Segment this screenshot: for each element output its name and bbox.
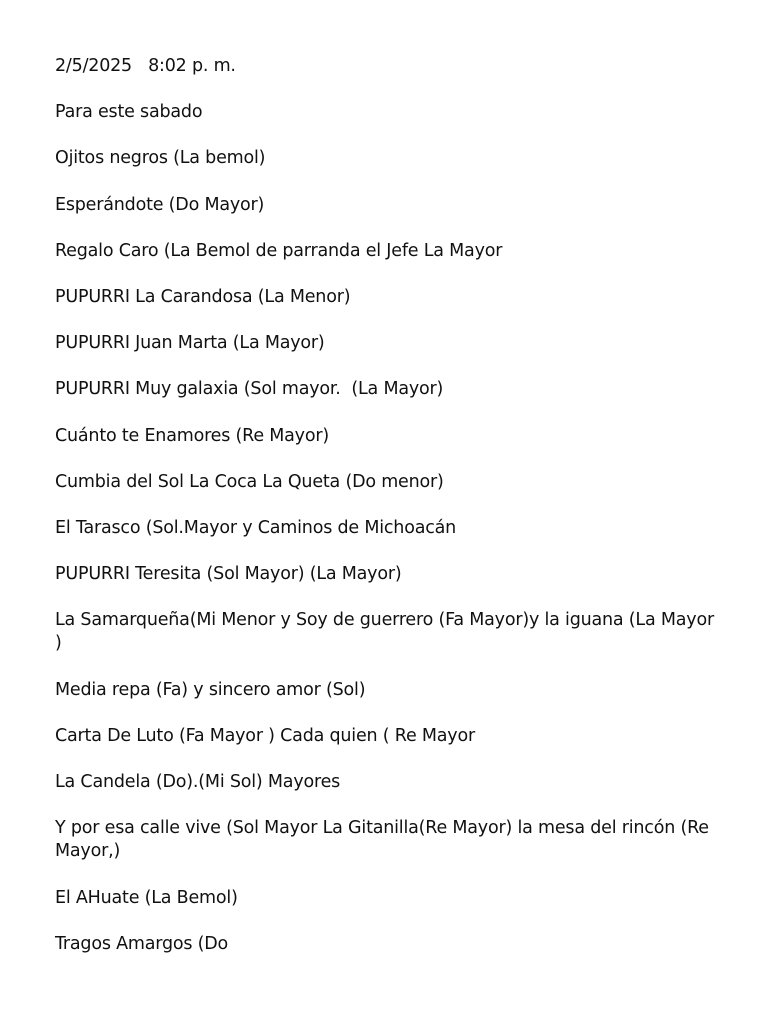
song-line: PUPURRI Muy galaxia (Sol mayor. (La Mayor) xyxy=(55,379,444,399)
song-line: La Samarqueña(Mi Menor y Soy de guerrero (Fa Mayor)y la iguana (La Mayor ) xyxy=(55,610,720,653)
song-line: PUPURRI Juan Marta (La Mayor) xyxy=(55,333,325,353)
song-line: Y por esa calle vive (Sol Mayor La Gitanilla(Re Mayor) la mesa del rincón (Re Mayor,) xyxy=(55,818,715,861)
song-line: Esperándote (Do Mayor) xyxy=(55,195,265,215)
song-line: Cumbia del Sol La Coca La Queta (Do menor) xyxy=(55,472,444,492)
song-line: Carta De Luto (Fa Mayor ) Cada quien ( Re Mayor xyxy=(55,726,475,746)
song-line: Ojitos negros (La bemol) xyxy=(55,148,266,168)
song-line: Regalo Caro (La Bemol de parranda el Jefe La Mayor xyxy=(55,241,503,261)
song-line: El Tarasco (Sol.Mayor y Caminos de Michoacán xyxy=(55,518,457,538)
song-line: La Candela (Do).(Mi Sol) Mayores xyxy=(55,772,341,792)
song-line: Media repa (Fa) y sincero amor (Sol) xyxy=(55,680,366,700)
note-intro: Para este sabado xyxy=(55,102,203,122)
song-line: PUPURRI Teresita (Sol Mayor) (La Mayor) xyxy=(55,564,402,584)
song-line: Cuánto te Enamores (Re Mayor) xyxy=(55,426,329,446)
note-timestamp: 2/5/2025 8:02 p. m. xyxy=(55,56,236,76)
song-line: Tragos Amargos (Do xyxy=(55,934,229,954)
song-line: El AHuate (La Bemol) xyxy=(55,888,238,908)
song-line: PUPURRI La Carandosa (La Menor) xyxy=(55,287,351,307)
